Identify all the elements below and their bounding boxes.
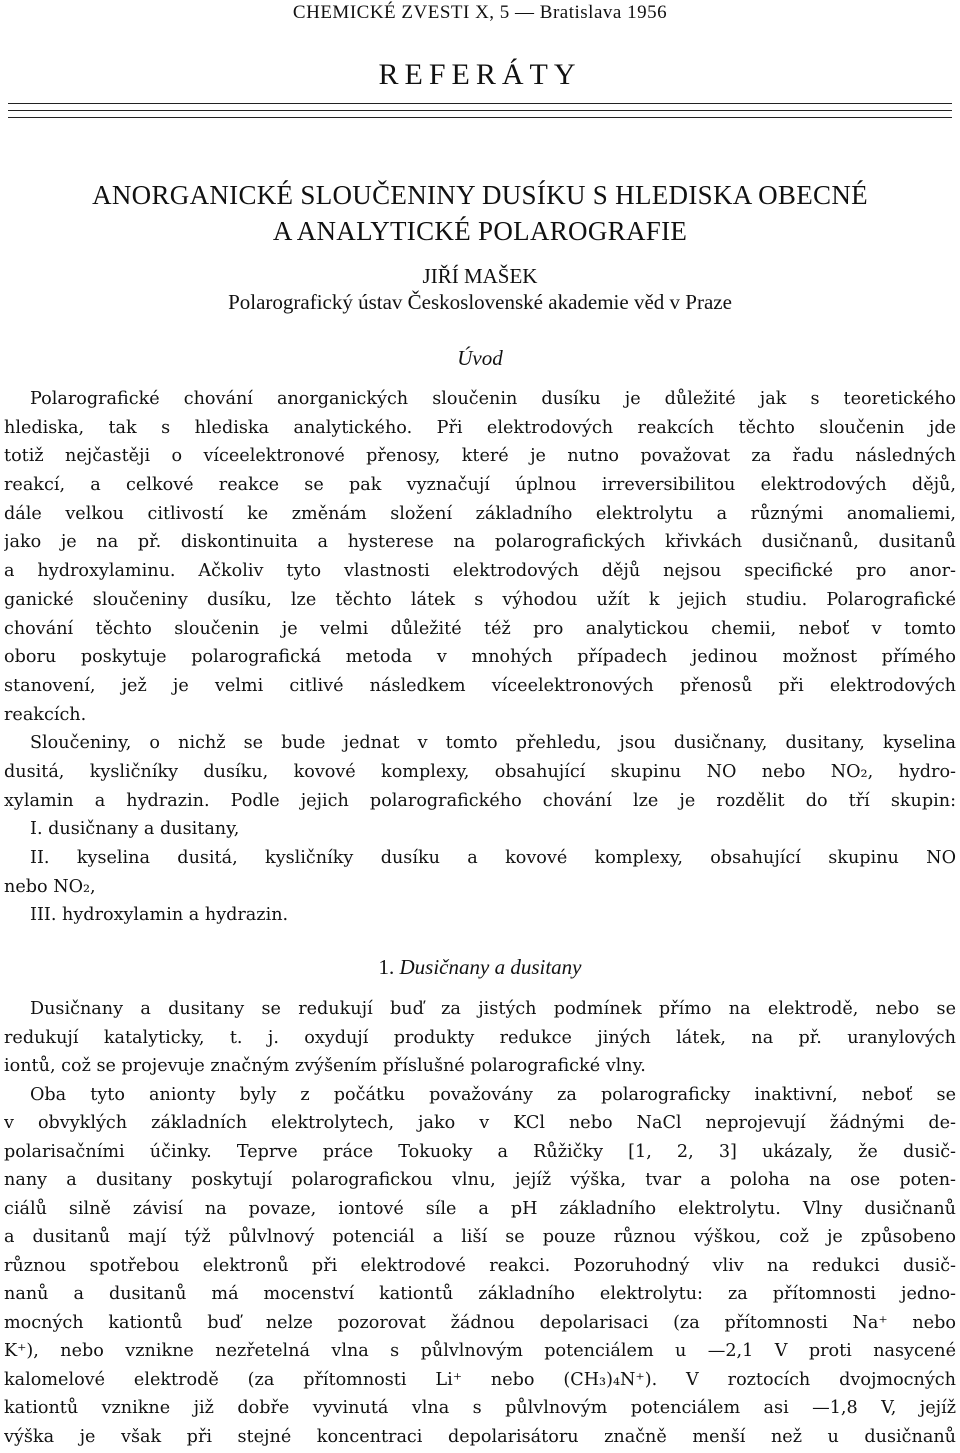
paragraph-line: xylamin a hydrazin. Podle jejich polarografického chování lze je rozdělit do tří skupin: — [4, 790, 956, 811]
section-1-number: 1. — [378, 955, 395, 979]
paragraph-line: hlediska, tak s hlediska analytického. Při elektrodových reakcích těchto sloučenin jde — [4, 417, 956, 438]
list-item: III. hydroxylamin a hydrazin. — [30, 905, 289, 926]
section-heading: REFERÁTY — [378, 58, 582, 91]
paragraph-line: iontů, což se projevuje značným zvýšením příslušné polarografické vlny. — [4, 1056, 646, 1076]
paragraph-line: reakcí, a celkové reakce se pak vyznačují úplnou irreversibilitou elektrodových dějů, — [4, 475, 956, 496]
paragraph-line: oboru poskytuje polarografická metoda v mnohých případech jedinou možnost přímého — [4, 647, 956, 668]
paragraph-line: a dusitanů mají týž půlvlnový potenciál a liší se pouze různou výškou, což je způsobeno — [4, 1227, 956, 1247]
paragraph-line: Sloučeniny, o nichž se bude jednat v tomto přehledu, jsou dusičnany, dusitany, kyselina — [30, 733, 956, 754]
paragraph-line: dusitá, kysličníky dusíku, kovové komplexy, obsahující skupinu NO nebo NO₂, hydro- — [4, 761, 956, 782]
list-item: II. kyselina dusitá, kysličníky dusíku a kovové komplexy, obsahující skupinu NO — [30, 848, 956, 868]
affiliation: Polarografický ústav Československé akademie věd v Praze — [228, 290, 732, 314]
paragraph-line: ganické sloučeniny dusíku, lze těchto látek s výhodou užít k jejich studiu. Polarografické — [4, 589, 956, 610]
paragraph-line: Dusičnany a dusitany se redukují buď za jistých podmínek přímo na elektrodě, nebo se — [30, 999, 956, 1019]
paragraph-line: v obvyklých základních elektrolytech, jako v KCl nebo NaCl neprojevují žádnými de- — [4, 1113, 956, 1133]
paragraph-line: K⁺), nebo vznikne nezřetelná vlna s půlvlnovým potenciálem u —2,1 V proti nasycené — [4, 1341, 956, 1361]
top-rule — [8, 103, 952, 104]
paragraph-line: stanovení, jež je velmi citlivé následkem víceelektronových přenosů při elektrodových — [4, 675, 956, 696]
list-item-continuation: nebo NO₂, — [4, 876, 96, 897]
section-1-heading — [0, 955, 960, 980]
paragraph-line: ciálů silně závisí na povaze, iontové síle a pH základního elektrolytu. Vlny dusičnanů — [4, 1198, 956, 1219]
section-1-body — [4, 995, 956, 1451]
top-rule-third — [8, 117, 952, 118]
paragraph-line: různou spotřebou elektronů při elektrodové reakci. Pozoruhodný vliv na redukci dusič- — [4, 1255, 956, 1276]
intro-heading: Úvod — [457, 346, 503, 370]
article-title-line2: A ANALYTICKÉ POLAROGRAFIE — [272, 216, 688, 246]
intro-body — [4, 385, 956, 930]
paragraph-line: chování těchto sloučenin je velmi důležité též pro analytickou chemii, neboť v tomto — [4, 618, 956, 639]
paragraph-line: polarisačními účinky. Teprve práce Tokuoky a Růžičky [1, 2, 3] ukázaly, že dusič- — [4, 1141, 956, 1162]
paragraph-line: totiž nejčastěji o víceelektronové přenosy, které je nutno považovat za řadu následných — [4, 446, 956, 467]
top-rule-second — [8, 110, 952, 111]
paragraph-line: mocných kationtů buď nelze pozorovat žádnou depolarisaci (za přítomnosti Na⁺ nebo — [4, 1312, 956, 1333]
paragraph-line: dále velkou citlivostí ke změnám složení základního elektrolytu a různými anomaliemi, — [4, 503, 956, 524]
paragraph-line: redukují katalyticky, t. j. oxydují produkty redukce jiných látek, na př. uranylových — [4, 1027, 956, 1048]
paragraph-line: jako je na př. diskontinuita a hysterese na polarografických křivkách dusičnanů, dusitanů — [4, 532, 956, 553]
paragraph-line: Oba tyto anionty byly z počátku považovány za polarograficky inaktivní, neboť se — [30, 1084, 956, 1105]
list-item: I. dusičnany a dusitany, — [30, 819, 240, 840]
article-title-line1: ANORGANICKÉ SLOUČENINY DUSÍKU S HLEDISKA OBECNÉ — [92, 180, 868, 210]
paragraph-line: nanů a dusitanů má mocenství kationtů základního elektrolytu: za přítomnosti jedno- — [4, 1284, 956, 1304]
paragraph-line: reakcích. — [4, 704, 87, 725]
paragraph-line: výška je však při stejné koncentraci depolarisátoru značně menší než u dusičnanů — [4, 1426, 956, 1447]
section-1-title: Dusičnany a dusitany — [399, 955, 582, 979]
paragraph-line: kalomelové elektrodě (za přítomnosti Li⁺ nebo (CH₃)₄N⁺). V roztocích dvojmocných — [4, 1369, 956, 1390]
paragraph-line: nany a dusitany poskytují polarografickou vlnu, jejíž výška, tvar a poloha na ose poten- — [4, 1170, 956, 1190]
author: JIŘÍ MAŠEK — [422, 264, 538, 288]
paragraph-line: a hydroxylaminu. Ačkoliv tyto vlastnosti elektrodových dějů nejsou specifické pro anor- — [4, 561, 956, 582]
journal-header: CHEMICKÉ ZVESTI X, 5 — Bratislava 1956 — [292, 2, 668, 23]
paragraph-line: Polarografické chování anorganických sloučenin dusíku je důležité jak s teoretického — [30, 389, 956, 409]
paragraph-line: kationtů vznikne již dobře vyvinutá vlna s půlvlnovým potenciálem asi —1,8 V, jejíž — [4, 1398, 956, 1418]
